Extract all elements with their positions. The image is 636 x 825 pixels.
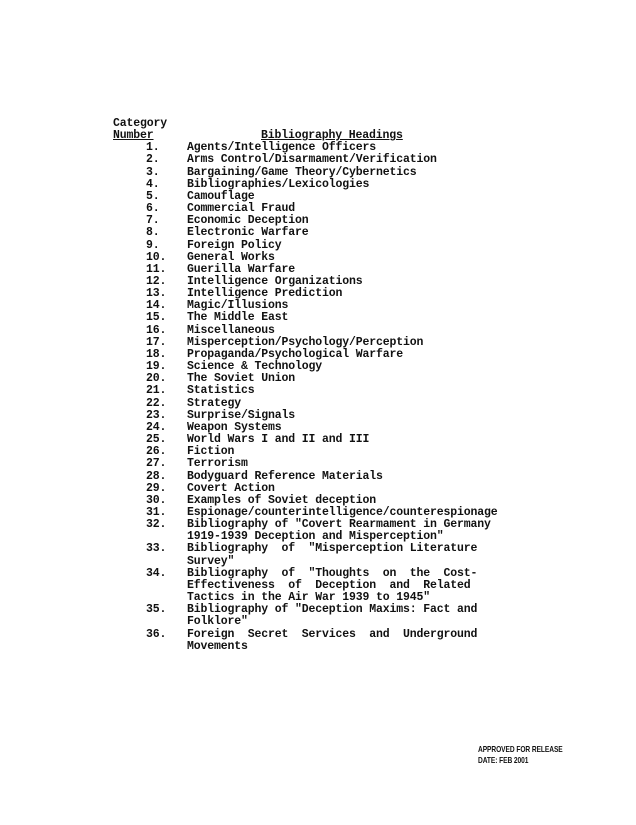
list-item (113, 434, 498, 446)
entry-heading-line: The Soviet Union (187, 372, 296, 386)
release-stamp-date: DATE: FEB 2001 (478, 755, 529, 765)
entry-heading-line: 1919-1939 Deception and Misperception" (187, 530, 444, 544)
entry-number: 16. (146, 323, 167, 337)
list-item (113, 629, 498, 653)
entry-heading-line: Economic Deception (187, 214, 309, 228)
entry-heading-line: Espionage/counterintelligence/counterespionage (187, 505, 498, 519)
entry-number: 14. (146, 299, 167, 313)
entry-number: 6. (146, 202, 160, 216)
entry-number: 11. (146, 262, 167, 276)
list-item (113, 604, 498, 628)
entry-heading-line: Movements (187, 639, 248, 653)
entry-heading-line: Commercial Fraud (187, 202, 296, 216)
entry-number: 32. (146, 518, 167, 532)
list-item (113, 252, 498, 264)
entry-heading-line: Miscellaneous (187, 323, 275, 337)
release-stamp (478, 744, 563, 766)
entry-number: 23. (146, 408, 167, 422)
entry-heading-line: Foreign Secret Services and Underground (187, 627, 478, 641)
entry-number: 4. (146, 177, 160, 191)
entry-number: 24. (146, 420, 167, 434)
list-item (113, 288, 498, 300)
entry-number: 25. (146, 433, 167, 447)
entry-heading-line: The Middle East (187, 311, 289, 325)
entry-number: 13. (146, 287, 167, 301)
list-item (113, 167, 498, 179)
entry-heading-line: Bibliography of "Deception Maxims: Fact and (187, 603, 478, 617)
entry-heading-line: Bibliography of "Misperception Literature (187, 542, 478, 556)
entry-heading-line: Covert Action (187, 481, 275, 495)
list-item (113, 227, 498, 239)
entry-number: 31. (146, 505, 167, 519)
list-item (113, 300, 498, 312)
list-item (113, 154, 498, 166)
list-item (113, 458, 498, 470)
entry-number: 22. (146, 396, 167, 410)
number-column-header: Number (113, 129, 154, 143)
entry-number: 28. (146, 469, 167, 483)
list-item (113, 398, 498, 410)
list-item (113, 385, 498, 397)
entry-heading-line: Bibliography of "Thoughts on the Cost- (187, 566, 478, 580)
entry-number: 10. (146, 250, 167, 264)
entry-heading-line: Camouflage (187, 189, 255, 203)
entry-heading-line: Statistics (187, 384, 255, 398)
list-item (113, 483, 498, 495)
entry-number: 7. (146, 214, 160, 228)
entry-number: 27. (146, 457, 167, 471)
headings-column-header: Bibliography Headings (261, 129, 403, 143)
entry-heading-line: Bibliography of "Covert Rearmament in Germany (187, 518, 491, 532)
entry-heading-line: Intelligence Organizations (187, 275, 363, 289)
entry-heading-line: Bodyguard Reference Materials (187, 469, 383, 483)
entry-heading-line: Strategy (187, 396, 242, 410)
entry-number: 1. (146, 141, 160, 155)
category-label: Category (113, 117, 168, 130)
entry-heading-line: Propaganda/Psychological Warfare (187, 347, 404, 361)
list-item (113, 471, 498, 483)
entry-heading-line: Science & Technology (187, 360, 323, 374)
list-item (113, 191, 498, 203)
entry-heading-line: Surprise/Signals (187, 408, 296, 422)
release-stamp-line1: APPROVED FOR RELEASE (478, 744, 563, 754)
list-item (113, 519, 498, 543)
entry-heading-line: Bibliographies/Lexicologies (187, 177, 370, 191)
entry-heading-line: Arms Control/Disarmament/Verification (187, 153, 437, 167)
entry-heading-line: Tactics in the Air War 1939 to 1945" (187, 591, 431, 605)
entry-heading-line: Effectiveness of Deception and Related (187, 578, 471, 592)
entry-number: 8. (146, 226, 160, 240)
entry-heading-line: General Works (187, 250, 275, 264)
entry-heading-line: Misperception/Psychology/Perception (187, 335, 424, 349)
entry-heading-line: Agents/Intelligence Officers (187, 141, 377, 155)
entry-number: 19. (146, 360, 167, 374)
entry-heading-line: Terrorism (187, 457, 248, 471)
entry-number: 17. (146, 335, 167, 349)
list-item (113, 410, 498, 422)
entry-heading-line: Guerilla Warfare (187, 262, 296, 276)
entry-heading-line: Foreign Policy (187, 238, 282, 252)
list-item (113, 240, 498, 252)
entry-number: 34. (146, 566, 167, 580)
entry-heading-line: Survey" (187, 554, 235, 568)
entry-number: 12. (146, 275, 167, 289)
list-item (113, 543, 498, 567)
list-item (113, 361, 498, 373)
list-item (113, 179, 498, 191)
list-item (113, 373, 498, 385)
entry-number: 29. (146, 481, 167, 495)
list-item (113, 325, 498, 337)
entry-number: 2. (146, 153, 160, 167)
entry-number: 5. (146, 189, 160, 203)
entry-number: 26. (146, 445, 167, 459)
entry-heading-line: Electronic Warfare (187, 226, 309, 240)
entry-number: 33. (146, 542, 167, 556)
list-item (113, 446, 498, 458)
entry-number: 3. (146, 165, 160, 179)
entry-heading-line: Bargaining/Game Theory/Cybernetics (187, 165, 417, 179)
entry-number: 35. (146, 603, 167, 617)
entry-heading-line: Examples of Soviet deception (187, 493, 377, 507)
entry-number: 9. (146, 238, 160, 252)
entry-heading-line: Fiction (187, 445, 235, 459)
entry-number: 15. (146, 311, 167, 325)
entry-heading-line: Intelligence Prediction (187, 287, 343, 301)
entry-heading-line: Folklore" (187, 615, 248, 629)
list-item (113, 312, 498, 324)
entry-number: 21. (146, 384, 167, 398)
entry-heading-line: Weapon Systems (187, 420, 282, 434)
entry-number: 30. (146, 493, 167, 507)
entry-heading-line: Magic/Illusions (187, 299, 289, 313)
entry-number: 18. (146, 347, 167, 361)
bibliography-category-list (113, 118, 498, 653)
list-item (113, 568, 498, 604)
entry-number: 20. (146, 372, 167, 386)
entry-number: 36. (146, 627, 167, 641)
entries-list (113, 142, 498, 653)
entry-heading-line: World Wars I and II and III (187, 433, 370, 447)
